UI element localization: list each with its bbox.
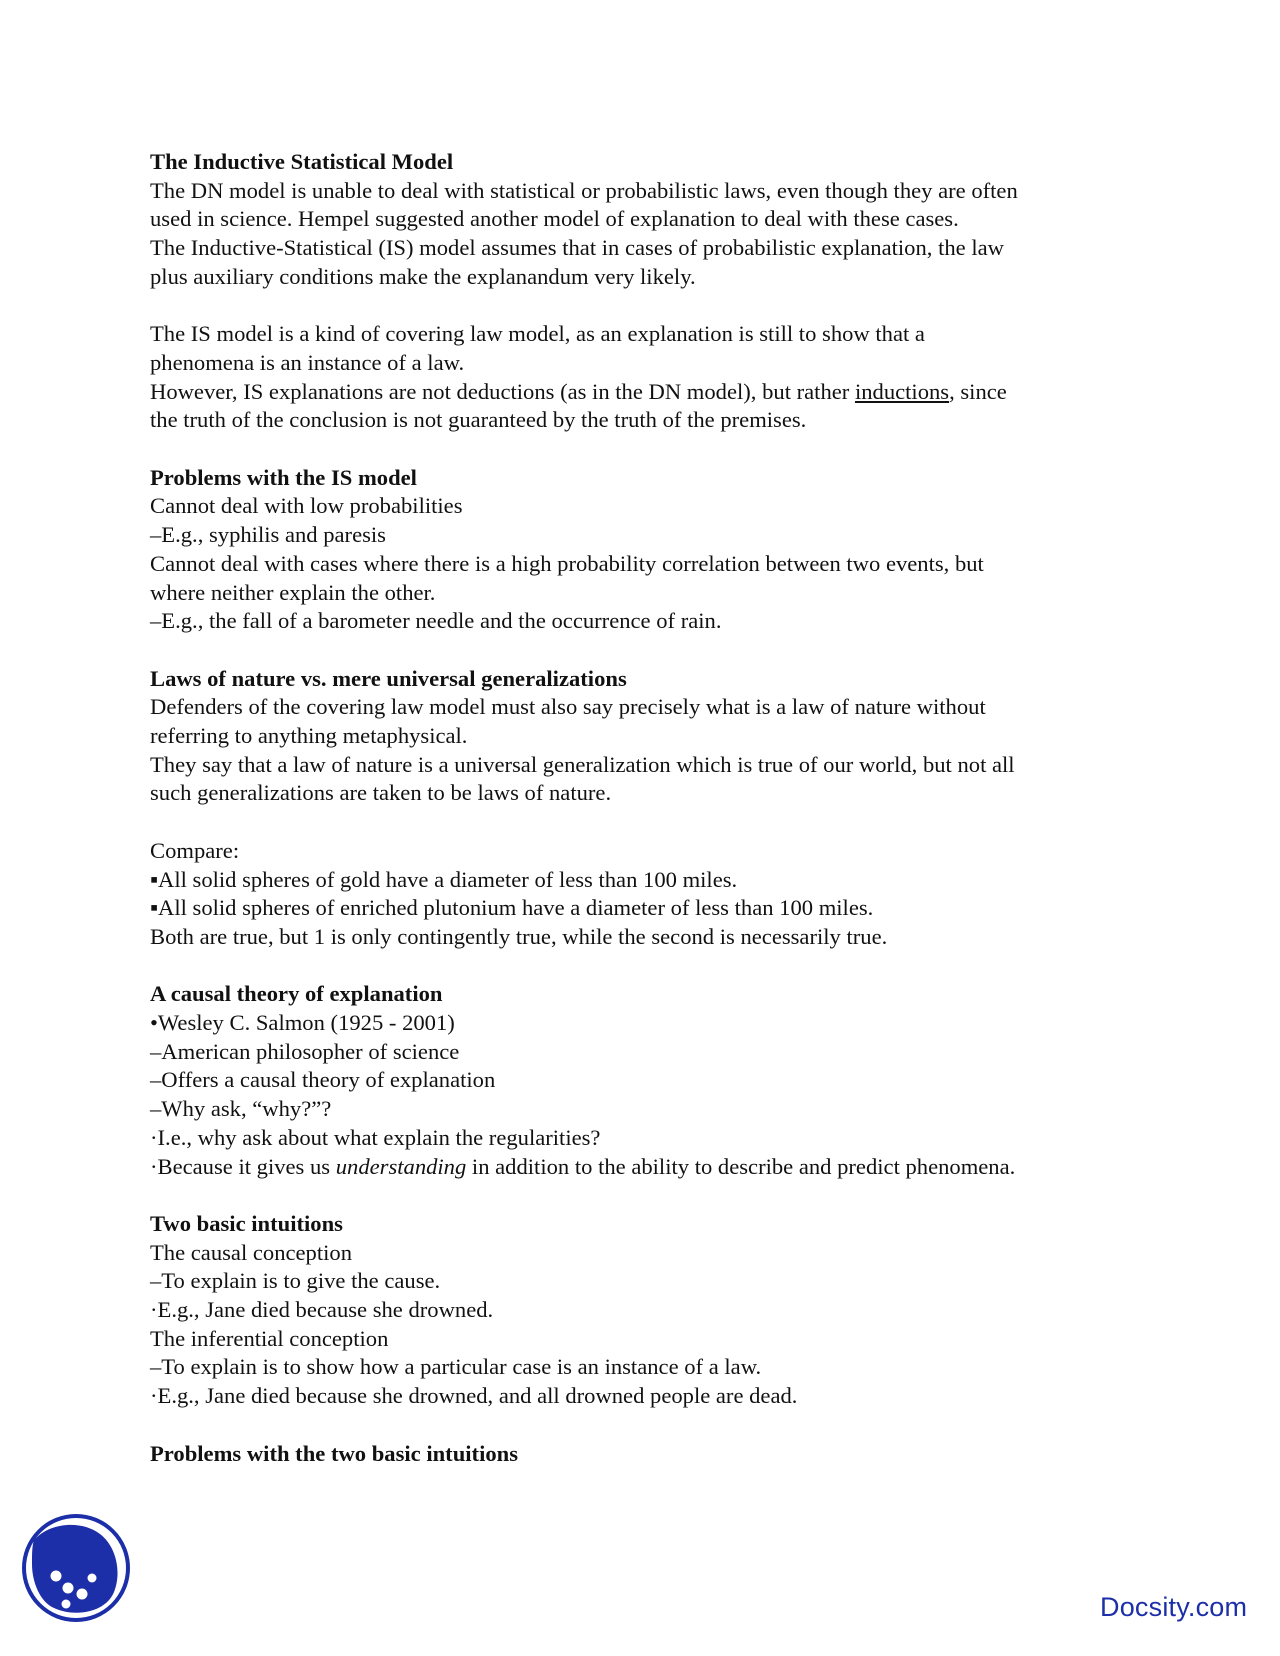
text-line: The Inductive-Statistical (IS) model assumes that in cases of probabilistic explanation, the law — [150, 235, 1004, 261]
text-line: such generalizations are taken to be laws of nature. — [150, 780, 612, 806]
text-span: in addition to the ability to describe and predict phenomena. — [466, 1153, 1016, 1179]
text-span: , since — [949, 378, 1007, 404]
text-line: They say that a law of nature is a universal generalization which is true of our world, but not all — [150, 751, 1015, 777]
paragraph-gap — [150, 1411, 1130, 1440]
bullet-item: –To explain is to show how a particular case is an instance of a law. — [150, 1354, 762, 1380]
section-title-laws-of-nature: Laws of nature vs. mere universal generalizations — [150, 665, 627, 691]
text-span: ·Because it gives us — [150, 1153, 336, 1179]
italic-term: understanding — [335, 1153, 467, 1179]
section-title-causal-theory: A causal theory of explanation — [150, 981, 443, 1007]
text-line: Defenders of the covering law model must also say precisely what is a law of nature without — [150, 694, 986, 720]
text-line: the truth of the conclusion is not guaranteed by the truth of the premises. — [150, 407, 807, 433]
text-line: The inferential conception — [150, 1325, 389, 1351]
text-line: The DN model is unable to deal with statistical or probabilistic laws, even though they are often — [150, 177, 1018, 203]
text-line: Both are true, but 1 is only contingently true, while the second is necessarily true. — [150, 923, 888, 949]
document-body — [150, 148, 1130, 1468]
paragraph-gap — [150, 1181, 1130, 1210]
inductions-link[interactable]: inductions — [854, 378, 950, 404]
text-span: However, IS explanations are not deductions (as in the DN model), but rather — [150, 378, 855, 404]
text-line-with-link — [150, 378, 1130, 407]
text-line: The causal conception — [150, 1239, 352, 1265]
bullet-item: ▪All solid spheres of enriched plutonium have a diameter of less than 100 miles. — [150, 895, 874, 921]
bullet-item: –American philosopher of science — [150, 1038, 460, 1064]
text-line: referring to anything metaphysical. — [150, 723, 468, 749]
bullet-item: –To explain is to give the cause. — [150, 1268, 441, 1294]
paragraph-gap — [150, 952, 1130, 981]
text-line: The IS model is a kind of covering law model, as an explanation is still to show that a — [150, 321, 925, 347]
section-title-inductive-statistical: The Inductive Statistical Model — [150, 149, 454, 174]
text-line: –E.g., the fall of a barometer needle and the occurrence of rain. — [150, 608, 722, 634]
text-line: Compare: — [150, 837, 240, 863]
paragraph-gap — [150, 435, 1130, 464]
paragraph-gap — [150, 808, 1130, 837]
bullet-item: –Why ask, “why?”? — [150, 1096, 332, 1122]
section-title-problems-two-intuitions: Problems with the two basic intuitions — [150, 1440, 519, 1466]
bullet-item: ·I.e., why ask about what explain the regularities? — [150, 1124, 601, 1150]
text-line: where neither explain the other. — [150, 579, 436, 605]
section-title-problems-is-model: Problems with the IS model — [150, 464, 417, 490]
bullet-item: –Offers a causal theory of explanation — [150, 1067, 496, 1093]
section-title-two-intuitions: Two basic intuitions — [150, 1210, 343, 1236]
paragraph-gap — [150, 636, 1130, 665]
bullet-item: ▪All solid spheres of gold have a diameter of less than 100 miles. — [150, 866, 738, 892]
docsity-logo-icon[interactable] — [20, 1512, 132, 1624]
bullet-item: ·E.g., Jane died because she drowned. — [150, 1297, 494, 1323]
bullet-item: ·E.g., Jane died because she drowned, and all drowned people are dead. — [150, 1383, 798, 1409]
text-line: –E.g., syphilis and paresis — [150, 522, 386, 548]
docsity-brand-link[interactable]: Docsity.com — [1100, 1592, 1248, 1622]
text-line: plus auxiliary conditions make the explanandum very likely. — [150, 263, 696, 289]
text-line: Cannot deal with low probabilities — [150, 493, 463, 519]
bullet-item-with-italic — [150, 1153, 1130, 1182]
text-line: phenomena is an instance of a law. — [150, 349, 465, 375]
text-line: Cannot deal with cases where there is a high probability correlation between two events, but — [150, 550, 984, 576]
text-line: used in science. Hempel suggested another model of explanation to deal with these cases. — [150, 206, 959, 232]
bullet-item: •Wesley C. Salmon (1925 - 2001) — [150, 1010, 455, 1036]
paragraph-gap — [150, 292, 1130, 321]
